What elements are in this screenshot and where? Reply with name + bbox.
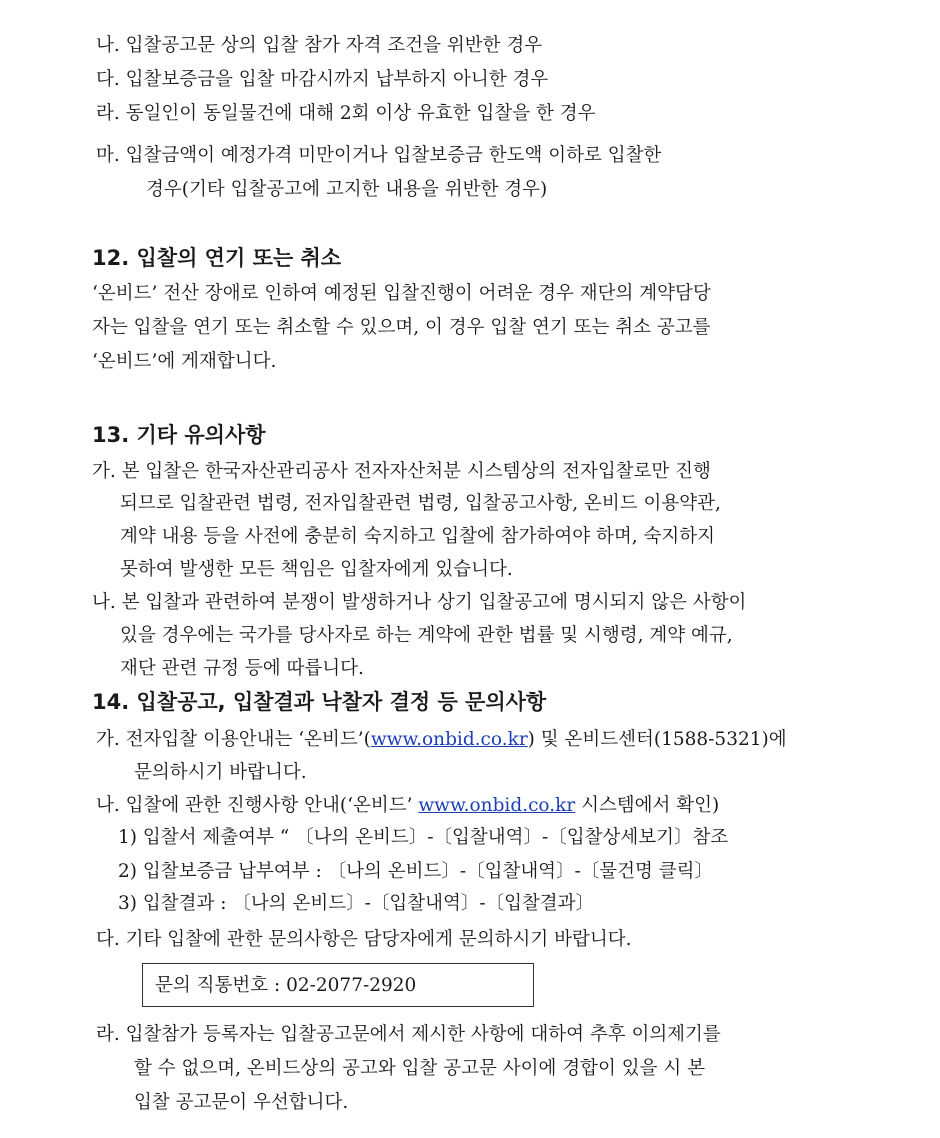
item-11-ra: 라. 동일인이 동일물건에 대해 2회 이상 유효한 입찰을 한 경우 — [96, 103, 596, 124]
item-11-ma-line2: 경우(기타 입찰공고에 고지한 내용을 위반한 경우) — [146, 179, 548, 200]
item-14-ra-line2: 할 수 없으며, 온비드상의 공고와 입찰 공고문 사이에 경합이 있을 시 본 — [134, 1058, 705, 1079]
contact-box — [142, 963, 534, 1007]
item-14-ra-line1: 라. 입찰참가 등록자는 입찰공고문에서 제시한 사항에 대하여 추후 이의제기를 — [96, 1024, 721, 1045]
item-13-ga-line1: 가. 본 입찰은 한국자산관리공사 전자자산처분 시스템상의 전자입찰로만 진행 — [92, 461, 711, 482]
section-13-title: 13. 기타 유의사항 — [92, 423, 266, 447]
item-14-na-pre: 나. 입찰에 관한 진행사항 안내(‘온비드’ — [96, 795, 419, 816]
item-14-ga-pre: 가. 전자입찰 이용안내는 ‘온비드’( — [96, 729, 371, 750]
section-14-title: 14. 입찰공고, 입찰결과 낙찰자 결정 등 문의사항 — [92, 690, 547, 714]
onbid-link-2[interactable]: www.onbid.co.kr — [418, 795, 576, 816]
item-14-ga-post: ) 및 온비드센터(1588-5321)에 — [527, 729, 787, 750]
item-13-ga-line2: 되므로 입찰관련 법령, 전자입찰관련 법령, 입찰공고사항, 온비드 이용약관, — [120, 493, 721, 514]
item-13-na-line2: 있을 경우에는 국가를 당사자로 하는 계약에 관한 법률 및 시행령, 계약 예규, — [120, 625, 733, 646]
item-13-na-line1: 나. 본 입찰과 관련하여 분쟁이 발생하거나 상기 입찰공고에 명시되지 않은 사항이 — [92, 592, 747, 613]
item-13-na-line3: 재단 관련 규정 등에 따릅니다. — [120, 658, 364, 679]
item-14-ra-line3: 입찰 공고문이 우선합니다. — [134, 1092, 349, 1113]
section-12-line1: ‘온비드’ 전산 장애로 인하여 예정된 입찰진행이 어려운 경우 재단의 계약담당 — [92, 283, 711, 304]
item-14-sub2: 2) 입찰보증금 납부여부 : 〔나의 온비드〕-〔입찰내역〕-〔물건명 클릭〕 — [118, 861, 714, 882]
item-11-da: 다. 입찰보증금을 입찰 마감시까지 납부하지 아니한 경우 — [96, 69, 549, 90]
item-14-sub3: 3) 입찰결과 : 〔나의 온비드〕-〔입찰내역〕-〔입찰결과〕 — [118, 893, 595, 914]
item-14-sub1: 1) 입찰서 제출여부 “ 〔나의 온비드〕-〔입찰내역〕-〔입찰상세보기〕참조 — [118, 827, 729, 848]
contact-phone: 문의 직통번호 : 02-2077-2920 — [155, 975, 417, 996]
item-14-da: 다. 기타 입찰에 관한 문의사항은 담당자에게 문의하시기 바랍니다. — [96, 929, 632, 950]
item-11-ma-line1: 마. 입찰금액이 예정가격 미만이거나 입찰보증금 한도액 이하로 입찰한 — [96, 145, 662, 166]
item-13-ga-line4: 못하여 발생한 모든 책임은 입찰자에게 있습니다. — [120, 559, 513, 580]
section-12-line2: 자는 입찰을 연기 또는 취소할 수 있으며, 이 경우 입찰 연기 또는 취소 공고를 — [92, 317, 711, 338]
item-14-na-post: 시스템에서 확인) — [575, 795, 720, 816]
section-12-title: 12. 입찰의 연기 또는 취소 — [92, 246, 342, 270]
section-12-line3: ‘온비드’에 게재합니다. — [92, 351, 277, 372]
onbid-link-1[interactable]: www.onbid.co.kr — [370, 729, 528, 750]
item-14-ga-line1 — [96, 727, 787, 753]
item-14-na-line1 — [96, 793, 719, 819]
item-14-ga-line2: 문의하시기 바랍니다. — [134, 762, 307, 783]
item-13-ga-line3: 계약 내용 등을 사전에 충분히 숙지하고 입찰에 참가하여야 하며, 숙지하지 — [120, 526, 715, 547]
item-11-na: 나. 입찰공고문 상의 입찰 참가 자격 조건을 위반한 경우 — [96, 35, 543, 56]
